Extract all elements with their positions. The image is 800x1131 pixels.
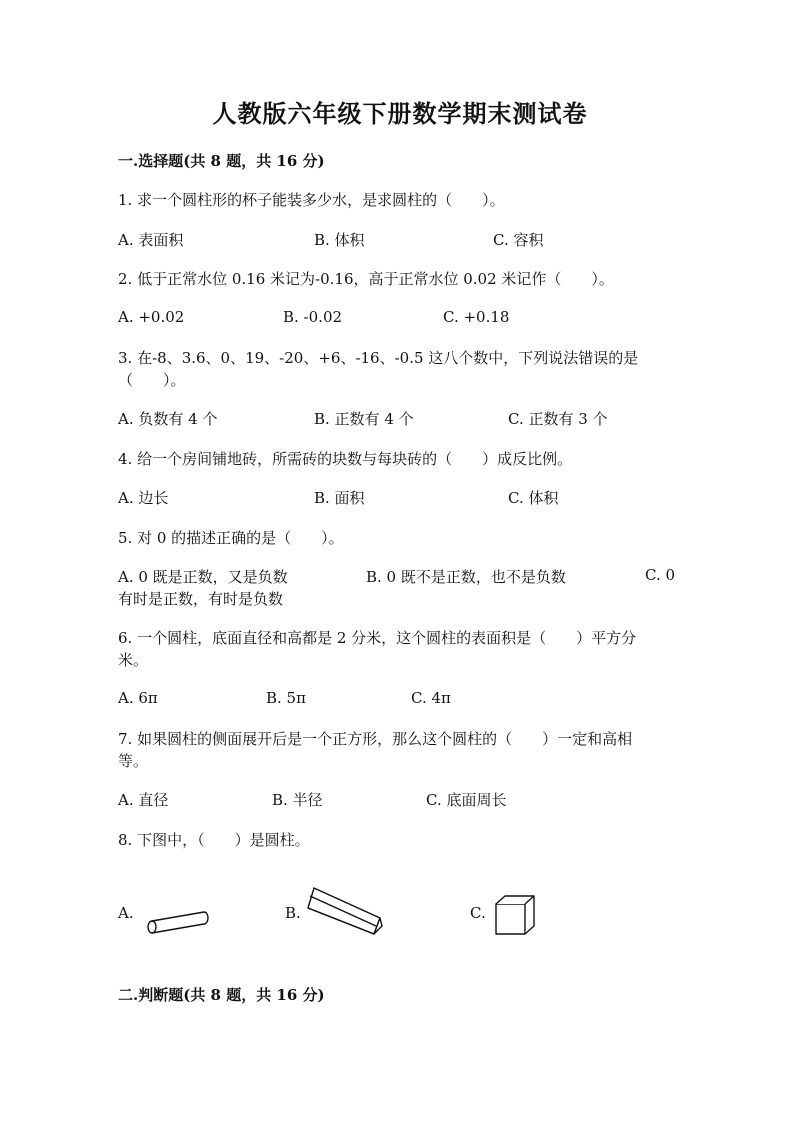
cube-figure xyxy=(493,893,537,937)
q4-option-b: B. 面积 xyxy=(314,489,365,507)
q3-option-a: A. 负数有 4 个 xyxy=(118,410,218,428)
q2-option-c: C. +0.18 xyxy=(443,308,510,326)
q7-option-a: A. 直径 xyxy=(118,791,169,809)
q6-option-b: B. 5π xyxy=(266,689,306,707)
q7-option-b: B. 半径 xyxy=(272,791,323,809)
question-7-line-2: 等。 xyxy=(118,752,149,770)
q3-option-c: C. 正数有 3 个 xyxy=(508,410,608,428)
question-3-line-2: （ ）。 xyxy=(118,371,186,389)
cylinder-figure xyxy=(140,905,214,939)
q1-option-a: A. 表面积 xyxy=(118,231,184,249)
q5-option-c-continued: 有时是正数，有时是负数 xyxy=(118,590,284,608)
q4-option-c: C. 体积 xyxy=(508,489,559,507)
page-title: 人教版六年级下册数学期末测试卷 xyxy=(212,99,588,128)
section-heading-choice: 一.选择题(共 8 题，共 16 分) xyxy=(118,152,325,170)
q1-option-c: C. 容积 xyxy=(493,231,544,249)
q8-option-b: B. xyxy=(285,904,301,922)
question-2: 2. 低于正常水位 0.16 米记为-0.16，高于正常水位 0.02 米记作（ ）。 xyxy=(118,270,614,288)
question-6-line-1: 6. 一个圆柱，底面直径和高都是 2 分米，这个圆柱的表面积是（ ）平方分 xyxy=(118,629,637,647)
q6-option-a: A. 6π xyxy=(118,689,158,707)
q3-option-b: B. 正数有 4 个 xyxy=(314,410,414,428)
section-heading-judgement: 二.判断题(共 8 题，共 16 分) xyxy=(118,986,325,1004)
q5-option-b: B. 0 既不是正数，也不是负数 xyxy=(366,568,566,586)
q8-option-c: C. xyxy=(470,904,486,922)
q2-option-b: B. -0.02 xyxy=(283,308,343,326)
q2-option-a: A. +0.02 xyxy=(118,308,185,326)
q1-option-b: B. 体积 xyxy=(314,231,365,249)
q6-option-c: C. 4π xyxy=(411,689,451,707)
q4-option-a: A. 边长 xyxy=(118,489,169,507)
question-6-line-2: 米。 xyxy=(118,651,149,669)
triangular-prism-figure xyxy=(300,884,386,938)
question-3-line-1: 3. 在-8、3.6、0、19、-20、+6、-16、-0.5 这八个数中，下列说法错误的是 xyxy=(118,349,639,367)
question-5: 5. 对 0 的描述正确的是（ ）。 xyxy=(118,529,344,547)
question-8: 8. 下图中，（ ）是圆柱。 xyxy=(118,831,310,849)
q5-option-a: A. 0 既是正数，又是负数 xyxy=(118,568,288,586)
question-1: 1. 求一个圆柱形的杯子能装多少水，是求圆柱的（ ）。 xyxy=(118,191,505,209)
question-4: 4. 给一个房间铺地砖，所需砖的块数与每块砖的（ ）成反比例。 xyxy=(118,450,573,468)
q8-option-a: A. xyxy=(118,904,134,922)
q5-option-c: C. 0 xyxy=(645,566,676,584)
question-7-line-1: 7. 如果圆柱的侧面展开后是一个正方形，那么这个圆柱的（ ）一定和高相 xyxy=(118,730,633,748)
q7-option-c: C. 底面周长 xyxy=(426,791,507,809)
